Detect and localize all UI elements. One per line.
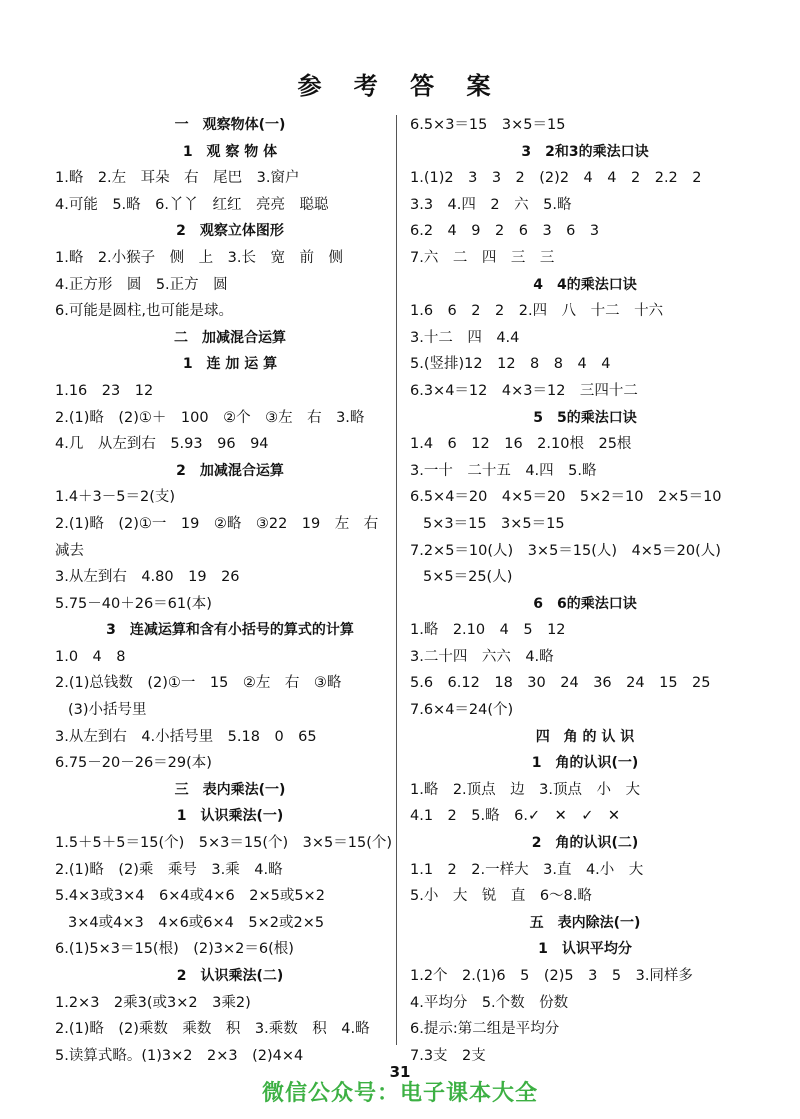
answer-line: 1.2个 2.(1)6 5 (2)5 3 5 3.同样多 (410, 968, 693, 984)
answer-line: 1.2×3 2乘3(或3×2 3乘2) (55, 994, 251, 1011)
answer-line: 3.二十四 六六 4.略 (410, 648, 554, 665)
answer-line: 6.3×4＝12 4×3＝12 三四十二 (410, 382, 638, 399)
answer-line: 6.提示:第二组是平均分 (410, 1021, 560, 1038)
section-heading: 二 加减混合运算 (174, 329, 286, 346)
answer-line: 4.可能 5.略 6.丫丫 红红 亮亮 聪聪 (55, 196, 329, 213)
watermark-text: 微信公众号：电子课本大全 (261, 1081, 538, 1106)
answer-line: 2.(1)略 (2)①＋ 100 ②个 ③左 右 3.略 (55, 409, 365, 426)
answer-line: 2.(1)略 (2)乘 乘号 3.乘 4.略 (55, 861, 283, 878)
answer-line: 5.小 大 锐 直 6～8.略 (410, 888, 592, 905)
answer-line: 3.从左到右 4.小括号里 5.18 0 65 (55, 728, 317, 745)
answer-line: 1.略 2.小猴子 侧 上 3.长 宽 前 侧 (55, 249, 344, 266)
answer-line: 3.十二 四 4.4 (410, 329, 520, 346)
section-heading: 一 观察物体(一) (174, 117, 286, 133)
answer-line: 1.4 6 12 16 2.10根 25根 (410, 436, 632, 453)
answer-line: 4.正方形 圆 5.正方 圆 (55, 276, 228, 293)
answer-line: 4.几 从左到右 5.93 96 94 (55, 436, 269, 453)
answer-line: 7.2×5＝10(人) 3×5＝15(人) 4×5＝20(人) (410, 542, 721, 559)
answer-line: 5×3＝15 3×5＝15 (423, 515, 565, 532)
section-heading: 2 观察立体图形 (176, 223, 284, 240)
section-heading: 五 表内除法(一) (529, 914, 641, 931)
answer-line: 2.(1)略 (2)①一 19 ②略 ③22 19 左 右 (55, 515, 379, 532)
answer-line: 1.略 2.10 4 5 12 (410, 622, 566, 639)
section-heading: 3 2和3的乘法口诀 (521, 143, 649, 160)
answer-line: 2.(1)略 (2)乘数 乘数 积 3.乘数 积 4.略 (55, 1021, 370, 1038)
column-divider (396, 115, 397, 1045)
left-answer-column (55, 112, 405, 1069)
section-heading: 四 角 的 认 识 (535, 728, 635, 745)
section-heading: 1 观 察 物 体 (182, 143, 278, 160)
section-heading: 1 角的认识(一) (531, 755, 639, 772)
answer-line: 7.六 二 四 三 三 (410, 249, 555, 266)
answer-line: 1.略 2.左 耳朵 右 尾巴 3.窗户 (55, 170, 300, 187)
answer-line: 6.5×3＝15 3×5＝15 (410, 117, 566, 133)
section-heading: 1 认识平均分 (538, 941, 632, 958)
answer-line: 6.75－20－26＝29(本) (55, 755, 212, 772)
section-heading: 6 6的乘法口诀 (533, 595, 637, 612)
section-heading: 4 4的乘法口诀 (533, 276, 637, 293)
page-title: 参 考 答 案 (297, 71, 503, 100)
answer-line: 3.一十 二十五 4.四 5.略 (410, 462, 597, 479)
section-heading: 2 认识乘法(二) (176, 968, 284, 984)
section-heading: 三 表内乘法(一) (174, 781, 286, 798)
answer-line: 3.从左到右 4.80 19 26 (55, 569, 240, 586)
answer-line: 5×5＝25(人) (423, 569, 513, 586)
answer-line: 7.6×4＝24(个) (410, 702, 514, 719)
answer-line: 5.读算式略。(1)3×2 2×3 (2)4×4 (55, 1047, 304, 1064)
answer-line: 3×4或4×3 4×6或6×4 5×2或2×5 (68, 914, 325, 931)
section-heading: 2 加减混合运算 (176, 462, 284, 479)
answer-line: (3)小括号里 (68, 702, 147, 719)
section-heading: 2 角的认识(二) (531, 835, 639, 852)
answer-line: 减去 (55, 542, 84, 559)
answer-line: 1.6 6 2 2 2.四 八 十二 十六 (410, 303, 664, 320)
section-heading: 1 认识乘法(一) (176, 808, 284, 825)
answer-line: 1.1 2 2.一样大 3.直 4.小 大 (410, 861, 644, 878)
answer-line: 1.5＋5＋5＝15(个) 5×3＝15(个) 3×5＝15(个) (55, 835, 393, 852)
answer-line: 1.4＋3－5＝2(支) (55, 489, 176, 506)
answer-line: 3.3 4.四 2 六 5.略 (410, 196, 572, 213)
answer-line: 1.(1)2 3 3 2 (2)2 4 4 2 2.2 2 (410, 170, 702, 187)
section-heading: 1 连 加 运 算 (182, 356, 278, 373)
section-heading: 3 连减运算和含有小括号的算式的计算 (106, 622, 354, 639)
answer-line: 2.(1)总钱数 (2)①一 15 ②左 右 ③略 (55, 675, 342, 692)
page-number: 31 (389, 1063, 411, 1081)
answer-line: 6.可能是圆柱,也可能是球。 (55, 303, 233, 320)
answer-line: 5.(竖排)12 12 8 8 4 4 (410, 356, 611, 373)
section-heading: 5 5的乘法口诀 (533, 409, 637, 426)
answer-line: 6.(1)5×3＝15(根) (2)3×2＝6(根) (55, 941, 294, 958)
answer-line: 5.6 6.12 18 30 24 36 24 15 25 (410, 675, 711, 692)
answer-line: 1.16 23 12 (55, 382, 154, 399)
answer-line: 6.5×4＝20 4×5＝20 5×2＝10 2×5＝10 (410, 489, 722, 506)
answer-line: 5.4×3或3×4 6×4或4×6 2×5或5×2 (55, 888, 325, 905)
answer-line: 7.3支 2支 (410, 1047, 486, 1064)
answer-line: 1.略 2.顶点 边 3.顶点 小 大 (410, 781, 641, 798)
answer-line: 6.2 4 9 2 6 3 6 3 (410, 223, 600, 240)
right-answer-column (410, 112, 760, 1069)
answer-line: 4.平均分 5.个数 份数 (410, 994, 569, 1011)
answer-line: 1.0 4 8 (55, 648, 126, 665)
answer-line: 5.75－40＋26＝61(本) (55, 595, 212, 612)
answer-line: 4.1 2 5.略 6.✓ ✕ ✓ ✕ (410, 808, 621, 825)
